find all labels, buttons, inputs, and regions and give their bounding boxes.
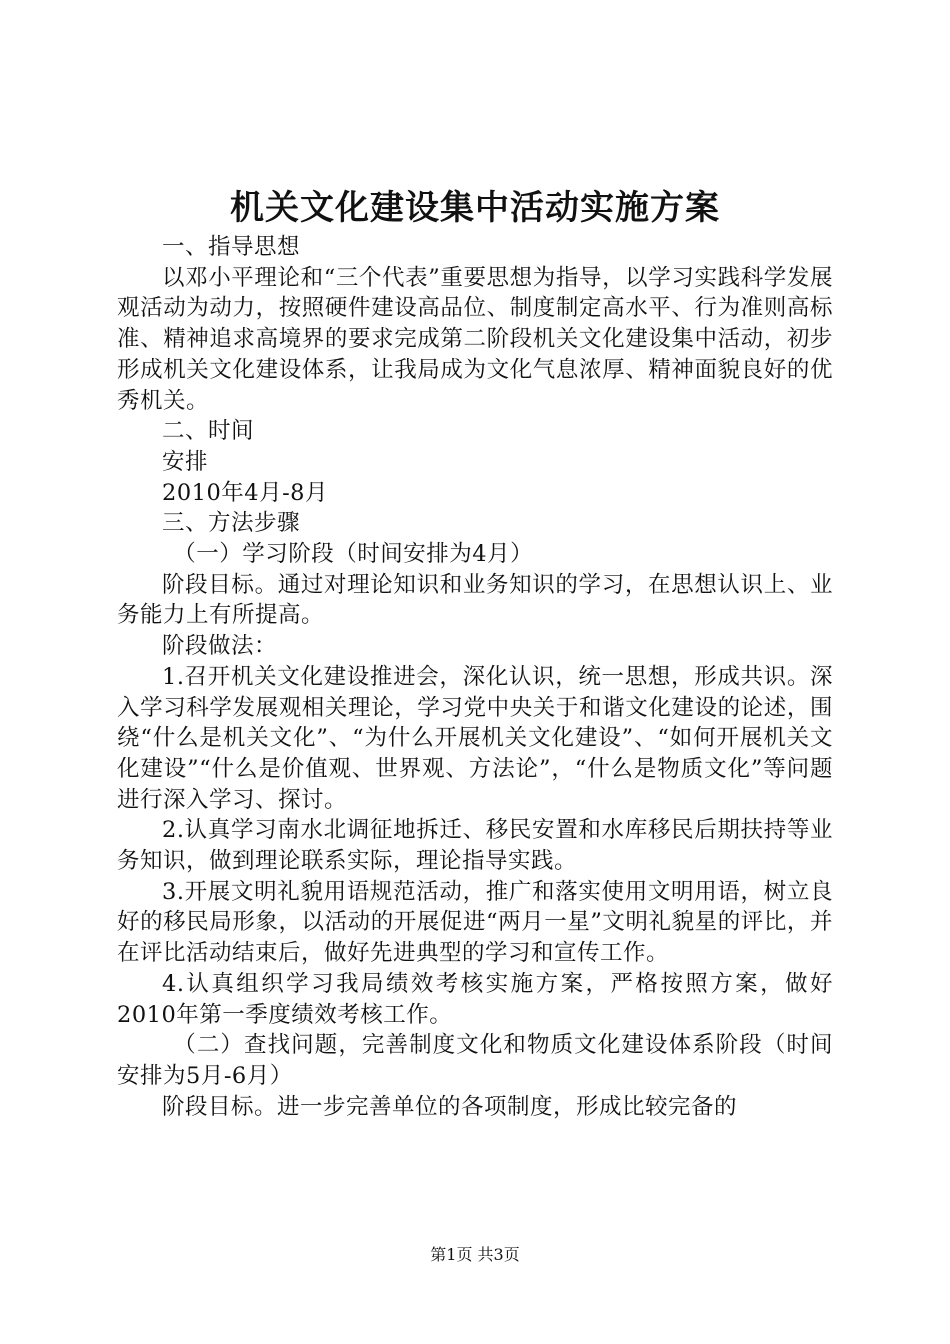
list-item-3: 3.开展文明礼貌用语规范活动，推广和落实使用文明用语，树立良好的移民局形象，以活动的开展促进“两月一星”文明礼貌星的评比，并在评比活动结束后，做好先进典型的学习和宣传工作。 — [117, 878, 833, 967]
list-item-2: 2.认真学习南水北调征地拆迁、移民安置和水库移民后期扶持等业务知识，做到理论联系实际，理论指导实践。 — [117, 817, 833, 875]
paragraph-arrangement: 安排 — [162, 448, 209, 475]
section-heading-time: 二、时间 — [162, 418, 255, 445]
subsection-heading-problem-stage: （二）查找问题，完善制度文化和物质文化建设体系阶段（时间安排为5月-6月） — [117, 1032, 833, 1089]
section-heading-guiding-thought: 一、指导思想 — [162, 234, 301, 260]
document-body — [117, 232, 833, 1122]
paragraph-guiding-thought: 以邓小平理论和“三个代表”重要思想为指导，以学习实践科学发展观活动为动力，按照硬件建设高品位、制度制定高水平、行为准则高标准、精神追求高境界的要求完成第二阶段机关文化建设集中活动，初步形成机关文化建设体系，让我局成为文化气息浓厚、精神面貌良好的优秀机关。 — [117, 264, 833, 414]
paragraph-date-range: 2010年4月-8月 — [162, 479, 328, 506]
paragraph-stage-goal: 阶段目标。通过对理论知识和业务知识的学习，在思想认识上、业务能力上有所提高。 — [117, 571, 833, 629]
paragraph-stage-methods-label: 阶段做法： — [162, 633, 278, 660]
list-item-1: 1.召开机关文化建设推进会，深化认识，统一思想，形成共识。深入学习科学发展观相关理论，学习党中央关于和谐文化建设的论述，围绕“什么是机关文化”、“为什么开展机关文化建设”、“如何开展机关文化建设”“什么是价值观、世界观、方法论”，“什么是物质文化”等问题进行深入学习、探讨。 — [117, 663, 833, 813]
section-heading-methods: 三、方法步骤 — [162, 510, 301, 537]
subsection-heading-study-stage: （一）学习阶段（时间安排为4月） — [173, 541, 534, 568]
document-title: 机关文化建设集中活动实施方案 — [230, 188, 720, 228]
list-item-4: 4.认真组织学习我局绩效考核实施方案，严格按照方案，做好2010年第一季度绩效考核工作。 — [117, 970, 833, 1028]
paragraph-stage-goal-2: 阶段目标。进一步完善单位的各项制度，形成比较完备的 — [162, 1093, 738, 1120]
page-footer: 第1页 共3页 — [430, 1245, 520, 1264]
